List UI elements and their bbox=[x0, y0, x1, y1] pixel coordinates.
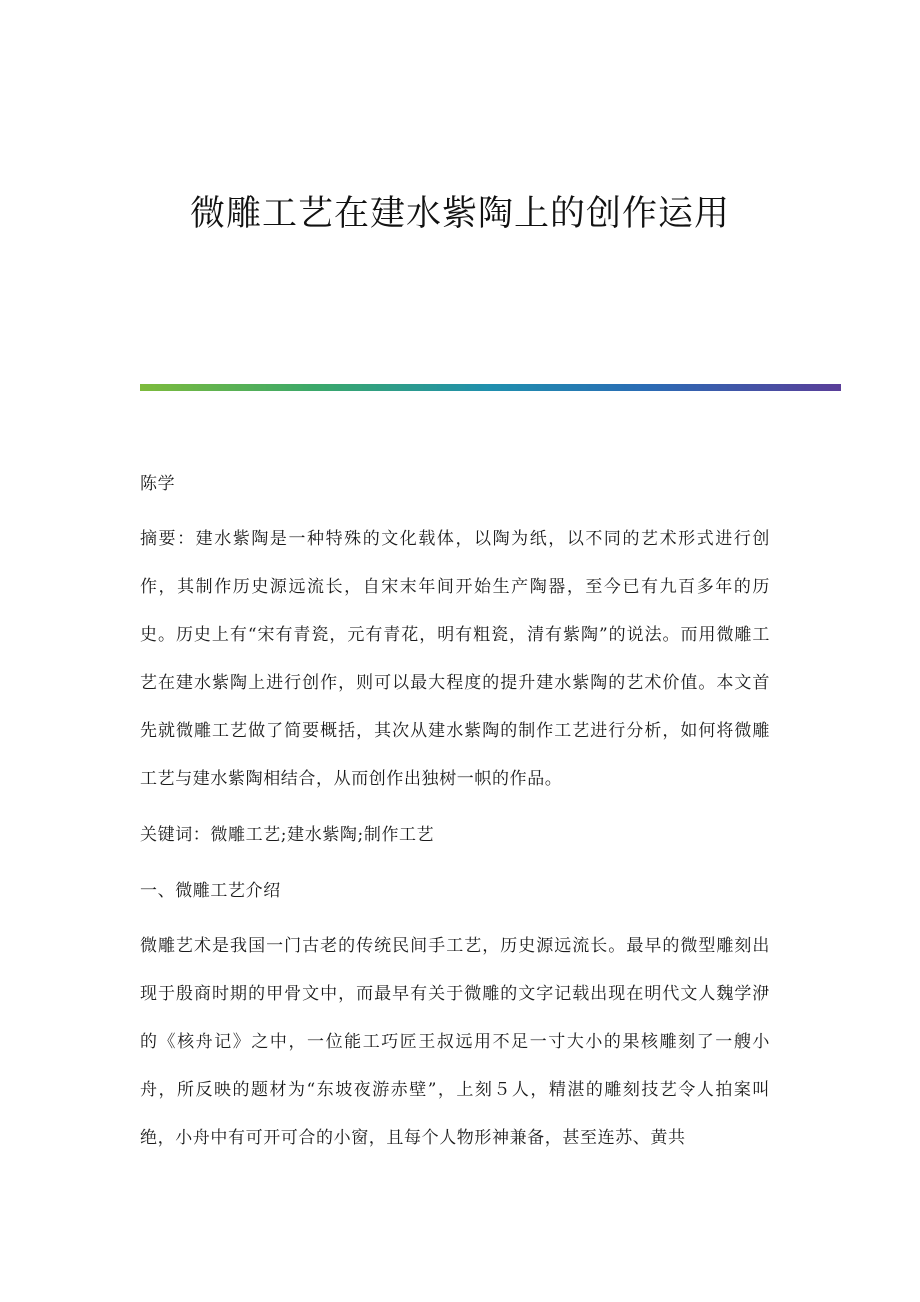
section-heading: 一、微雕工艺介绍 bbox=[140, 881, 281, 901]
body-paragraph: 微雕艺术是我国一门古老的传统民间手工艺，历史源远流长。最早的微型雕刻出现于殷商时期的甲骨文中，而最早有关于微雕的文字记载出现在明代文人魏学洢的《核舟记》之中，一位能工巧匠王叔远用不足一寸大小的果核雕刻了一艘小舟，所反映的题材为“东坡夜游赤壁”，上刻５人，精湛的雕刻技艺令人拍案叫绝，小舟中有可开可合的小窗，且每个人物形神兼备，甚至连苏、黄共 bbox=[140, 936, 770, 1148]
abstract-paragraph: 摘要：建水紫陶是一种特殊的文化载体，以陶为纸，以不同的艺术形式进行创作，其制作历史源远流长，自宋末年间开始生产陶器，至今已有九百多年的历史。历史上有“宋有青瓷，元有青花，明有粗瓷，清有紫陶”的说法。而用微雕工艺在建水紫陶上进行创作，则可以最大程度的提升建水紫陶的艺术价值。本文首先就微雕工艺做了简要概括，其次从建水紫陶的制作工艺进行分析，如何将微雕工艺与建水紫陶相结合，从而创作出独树一帜的作品。 bbox=[140, 529, 770, 789]
title-divider-rule bbox=[140, 384, 841, 391]
keywords-line: 关键词：微雕工艺;建水紫陶;制作工艺 bbox=[140, 825, 435, 845]
document-title: 微雕工艺在建水紫陶上的创作运用 bbox=[189, 194, 730, 234]
author-name: 陈学 bbox=[140, 474, 176, 494]
